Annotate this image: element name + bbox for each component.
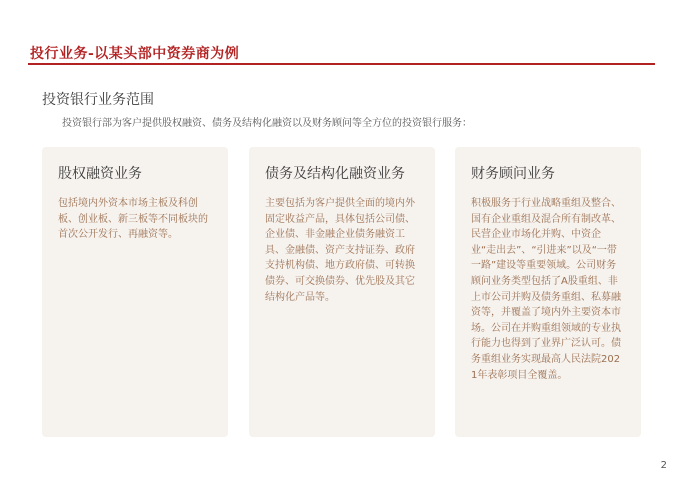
card-title: 股权融资业务: [58, 166, 142, 182]
section-heading: 投资银行业务范围: [42, 92, 154, 108]
card-debt-structured-financing: [249, 147, 435, 437]
slide-title: 投行业务-以某头部中资券商为例: [30, 46, 240, 62]
card-title: 财务顾问业务: [471, 166, 555, 182]
section-intro: 投资银行部为客户提供股权融资、债务及结构化融资以及财务顾问等全方位的投资银行服务：: [62, 118, 472, 129]
card-financial-advisory: [455, 147, 641, 437]
card-title: 债务及结构化融资业务: [265, 166, 405, 182]
page-number: 2: [660, 460, 667, 471]
card-body: 积极服务于行业战略重组及整合、国有企业重组及混合所有制改革、民营企业市场化并购、中资企业“走出去”、“引进来”以及“一带一路”建设等重要领域。公司财务顾问业务类型包括了A股重组、非上市公司并购及债务重组、私募融资等，并覆盖了境内外主要资本市场。公司在并购重组领域的专业执行能力也得到了业界广泛认可。债务重组业务实现最高人民法院2021年表彰项目全覆盖。: [471, 198, 621, 381]
card-body: 包括境内外资本市场主板及科创板、创业板、新三板等不同板块的首次公开发行、再融资等。: [58, 198, 208, 241]
title-divider: [28, 63, 655, 65]
card-body: 主要包括为客户提供全面的境内外固定收益产品，具体包括公司债、企业债、非金融企业债务融资工具、金融债、资产支持证券、政府支持机构债、地方政府债、可转换债券、可交换债券、优先股及其它结构化产品等。: [265, 198, 415, 303]
card-equity-financing: [42, 147, 228, 437]
